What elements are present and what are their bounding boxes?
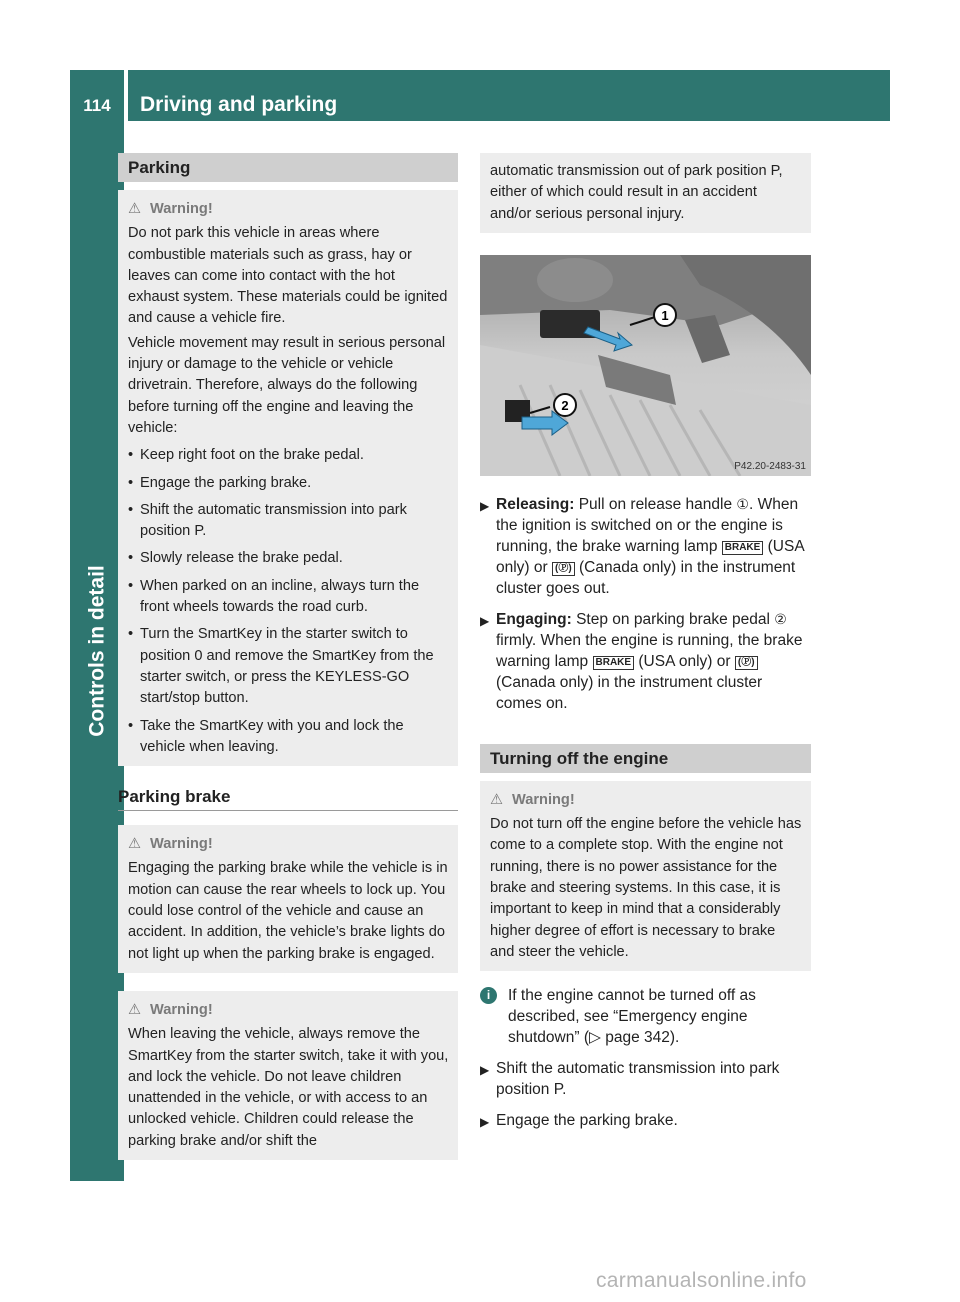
list-item: • Keep right foot on the brake pedal. [128,447,364,464]
watermark: carmanualsonline.info [596,1269,807,1292]
list-item: • Engage the parking brake. [128,474,312,491]
warning-heading: ⚠ Warning! [128,834,449,855]
list-item: • Take the SmartKey with you and lock the vehicle when leaving. [128,717,404,755]
parking-lamp-icon: (Ⓟ) [735,656,758,670]
warning-heading: ⚠ Warning! [128,199,449,220]
warning-paragraph: Do not park this vehicle in areas where combustible materials such as grass, hay or leaves can come into contact with the hot exhaust system. These materials could be ignited and cause a vehicle fire. [128,225,448,327]
callout-1: 1 [661,307,669,323]
brake-lamp-icon: BRAKE [593,656,635,670]
step-arrow-icon: ▶ [480,1063,490,1078]
figure-code: P42.20-2483-31 [734,460,806,472]
warning-paragraph: Engaging the parking brake while the vehicle is in motion can cause the rear wheels to lock up. You could lose control of the vehicle and cause an accident. In addition, the vehicle’s brake lights do not light up when the parking brake is engaged. [128,860,448,962]
list-item: • When parked on an incline, always turn the front wheels towards the road curb. [128,577,420,616]
warning-paragraph: automatic transmission out of park position P, either of which could result in an accident and/or serious personal injury. [490,163,783,222]
warning-box-parking [118,190,458,766]
info-note: i If the engine cannot be turned off as described, see “Emergency engine shutdown” (▷ page 342). [480,985,811,1048]
section-turning-off-title: Turning off the engine [480,744,811,773]
warning-heading: ⚠ Warning! [128,1000,449,1021]
page-header [70,70,890,121]
pedal-illustration [480,255,811,476]
list-item: • Turn the SmartKey in the starter switch to position 0 and remove the SmartKey from the starter switch, or press the KEYLESS-GO start/stop button. [128,626,434,707]
step-shift-park: ▶ Shift the automatic transmission into park position P. [480,1060,780,1099]
warning-triangle-icon: ⚠ [128,836,142,853]
callout-2: 2 [561,397,569,413]
step-arrow-icon: ▶ [480,613,490,628]
warning-paragraph: When leaving the vehicle, always remove the SmartKey from the starter switch, take it with you, and lock the vehicle. Do not leave children unattended in the vehicle, or with access to an unlocked vehicle. Children could release the parking brake and/or shift the [128,1026,449,1149]
section-parking-title: Parking [118,153,458,182]
info-icon: i [480,987,497,1004]
warning-box-engine [480,781,811,971]
warning-triangle-icon: ⚠ [128,201,142,217]
step-arrow-icon: ▶ [480,498,490,513]
warning-box-children [118,991,458,1160]
list-item: • Slowly release the brake pedal. [128,550,343,567]
page-number: 114 [83,96,111,115]
warning-triangle-icon: ⚠ [490,791,504,808]
page-reference-link[interactable]: ▷ page 342 [588,1029,670,1047]
parking-brake-figure [480,255,811,476]
warning-paragraph: Vehicle movement may result in serious personal injury or damage to the vehicle or vehicle drivetrain. Therefore, always do the following before turning off the engine and leaving the vehicle: [128,334,446,436]
step-engage-brake: ▶ Engage the parking brake. [480,1110,811,1131]
parking-lamp-icon: (Ⓟ) [552,562,575,576]
step-engaging: ▶ Engaging: Step on parking brake pedal ② firmly. When the engine is running, the brake warning lamp BRAKE (USA only) or (Ⓟ) (Canada only) in the instrument cluster comes on. [480,610,803,712]
warning-heading: ⚠ Warning! [490,790,802,811]
side-tab-label: Controls in detail [85,565,109,737]
step-releasing: ▶ Releasing: Pull on release handle ①. When the ignition is switched on or the engine is running, the brake warning lamp BRAKE (USA only) or (Ⓟ) (Canada only) in the instrument cluster goes out. [480,495,804,597]
list-item: • Shift the automatic transmission into park position P. [128,501,407,540]
section-parking-brake-title: Parking brake [118,786,458,811]
chapter-title: Driving and parking [140,93,338,116]
left-column [118,153,458,1160]
warning-box-continued [480,153,811,233]
step-arrow-icon: ▶ [480,1115,490,1130]
warning-triangle-icon: ⚠ [128,1001,142,1018]
side-tab [70,121,124,1181]
warning-paragraph: Do not turn off the engine before the vehicle has come to a complete stop. With the engine not running, there is no power assistance for the brake and steering systems. In this case, it is important to keep in mind that a considerably higher degree of effort is necessary to brake and steer the vehicle. [490,816,802,960]
header-separator [124,70,128,121]
brake-lamp-icon: BRAKE [722,541,764,555]
right-column [480,153,811,1131]
warning-box-brake [118,825,458,973]
